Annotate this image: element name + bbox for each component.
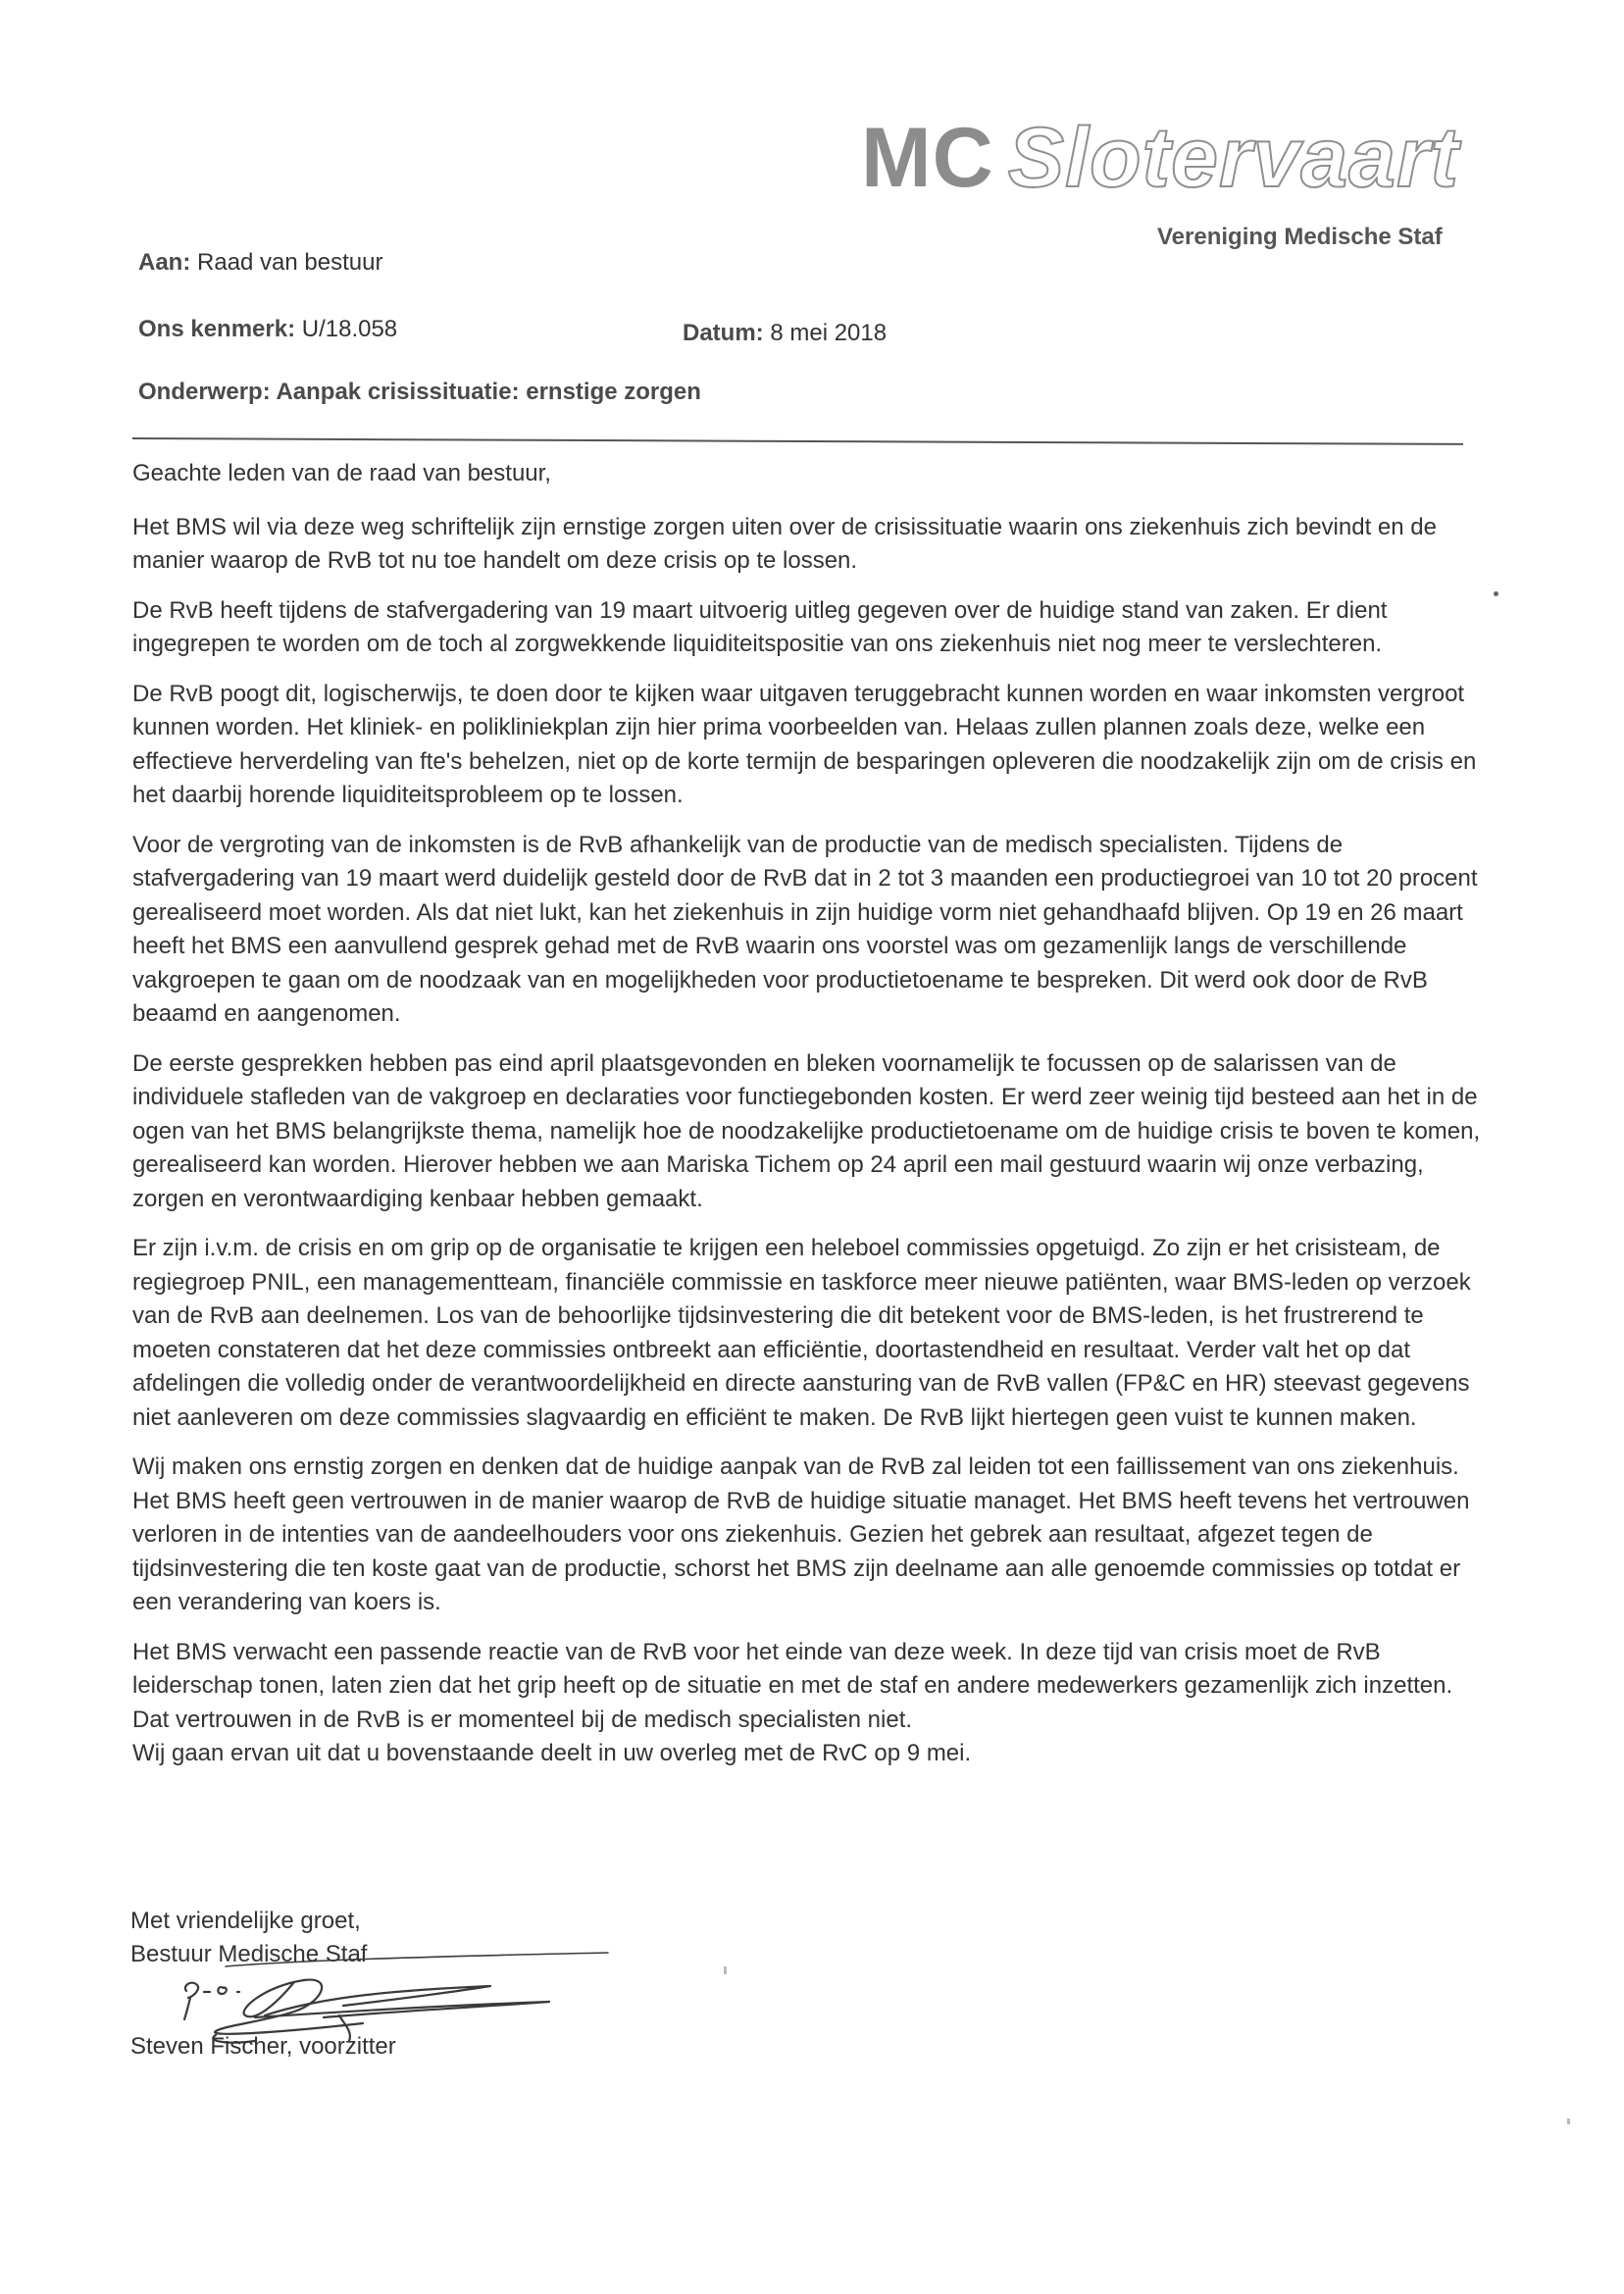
letter-body bbox=[132, 457, 1496, 1771]
date-line bbox=[683, 320, 887, 347]
subject-line: Onderwerp: Aanpak crisissituatie: ernstige zorgen bbox=[138, 379, 701, 405]
paragraph-1: Het BMS wil via deze weg schriftelijk zijn ernstige zorgen uiten over de crisissituatie waarin ons ziekenhuis zich bevindt en de manier waarop de RvB tot nu toe handelt om deze crisis op te lossen. bbox=[132, 513, 1437, 574]
header-divider bbox=[132, 437, 1463, 445]
scan-speck bbox=[1567, 2118, 1570, 2124]
sender-name: Bestuur Medische Staf bbox=[130, 1941, 368, 1967]
recipient-line bbox=[138, 249, 382, 277]
final-line: Wij gaan ervan uit dat u bovenstaande deelt in uw overleg met de RvC op 9 mei. bbox=[132, 1740, 972, 1766]
scan-speck bbox=[724, 1966, 727, 1974]
paragraph-3: De RvB poogt dit, logischerwijs, te doen door te kijken waar uitgaven teruggebracht kunnen worden en waar inkomsten vergroot kunnen worden. Het kliniek- en polikliniekplan zijn hier prima voorbeelden van. Helaas zullen plannen zoals deze, welke een effectieve herverdeling van fte's behelzen, niet op de korte termijn de besparingen opleveren die noodzakelijk zijn om de crisis en het daarbij horende liquiditeitsprobleem op te lossen. bbox=[132, 680, 1477, 808]
organisation-name: Vereniging Medische Staf bbox=[1157, 224, 1443, 250]
recipient-value: Raad van bestuur bbox=[197, 249, 383, 276]
reference-value: U/18.058 bbox=[301, 316, 398, 342]
reference-line bbox=[138, 316, 397, 343]
logo-mc-text: MC bbox=[861, 111, 994, 205]
scan-speck bbox=[1494, 591, 1498, 596]
paragraph-7: Wij maken ons ernstig zorgen en denken dat de huidige aanpak van de RvB zal leiden tot een faillissement van ons ziekenhuis. Het BMS heeft geen vertrouwen in de manier waarop de RvB de huidige situatie managet. Het BMS heeft tevens het vertrouwen verloren in de intenties van de aandeelhouders voor ons ziekenhuis. Gezien het gebrek aan resultaat, afgezet tegen de tijdsinvestering die ten koste gaat van de productie, schorst het BMS zijn deelname aan alle genoemde commissies op totdat er een verandering van koers is. bbox=[132, 1453, 1470, 1615]
signer-name: Steven Fischer, voorzitter bbox=[130, 2033, 396, 2060]
paragraph-4: Voor de vergroting van de inkomsten is de RvB afhankelijk van de productie van de medisch specialisten. Tijdens de stafvergadering van 19 maart werd duidelijk gesteld door de RvB dat in 2 tot 3 maanden een productiegroei van 10 tot 20 procent gerealiseerd moet worden. Als dat niet lukt, kan het ziekenhuis in zijn huidige vorm niet gehandhaafd blijven. Op 19 en 26 maart heeft het BMS een aanvullend gesprek gehad met de RvB waarin ons voorstel was om gezamenlijk langs de verschillende vakgroepen te gaan om de noodzaak van en mogelijkheden voor productietoename te bespreken. Dit werd ook door de RvB beaamd en aangenomen. bbox=[132, 831, 1478, 1027]
paragraph-8: Het BMS verwacht een passende reactie van de RvB voor het einde van deze week. In deze tijd van crisis moet de RvB leiderschap tonen, laten zien dat het grip heeft op de situatie en met de staf en andere medewerkers gezamenlijk zich inzetten. Dat vertrouwen in de RvB is er momenteel bij de medisch specialisten niet. bbox=[132, 1638, 1453, 1733]
paragraph-5: De eerste gesprekken hebben pas eind april plaatsgevonden en bleken voornamelijk te focussen op de salarissen van de individuele stafleden van de vakgroep en declaraties voor functiegebonden kosten. Er werd zeer weinig tijd besteed aan het in de ogen van het BMS belangrijkste thema, namelijk hoe de noodzakelijke productietoename om de huidige crisis te boven te komen, gerealiseerd kan worden. Hierover hebben we aan Mariska Tichem op 24 april een mail gestuurd waarin wij onze verbazing, zorgen en verontwaardiging kenbaar hebben gemaakt. bbox=[132, 1049, 1481, 1212]
reference-label: Ons kenmerk: bbox=[138, 316, 296, 342]
paragraph-6: Er zijn i.v.m. de crisis en om grip op de organisatie te krijgen een heleboel commissies opgetuigd. Zo zijn er het crisisteam, de regiegroep PNIL, een managementteam, financiële commissie en taskforce meer nieuwe patiënten, waar BMS-leden op verzoek van de RvB aan deelnemen. Los van de behoorlijke tijdsinvestering die dit betekent voor de BMS-leden, is het frustrerend te moeten constateren dat het deze commissies ontbreekt aan efficiëntie, doortastendheid en resultaat. Verder valt het op dat afdelingen die volledig onder de verantwoordelijkheid en directe aansturing van de RvB vallen (FP&C en HR) steevast gegevens niet aanleveren om deze commissies slagvaardig en efficiënt te maken. De RvB lijkt hiertegen geen vuist te kunnen maken. bbox=[132, 1235, 1471, 1431]
paragraph-2: De RvB heeft tijdens de stafvergadering van 19 maart uitvoerig uitleg gegeven over de huidige stand van zaken. Er dient ingegrepen te worden om de toch al zorgwekkende liquiditeitspositie van ons ziekenhuis niet nog meer te verslechteren. bbox=[132, 596, 1388, 657]
salutation: Geachte leden van de raad van bestuur, bbox=[132, 460, 551, 486]
recipient-label: Aan: bbox=[138, 249, 191, 276]
closing-greeting: Met vriendelijke groet, bbox=[130, 1908, 361, 1934]
mc-slotervaart-logo bbox=[861, 111, 1460, 205]
logo-name-text: Slotervaart bbox=[1007, 111, 1460, 205]
date-value: 8 mei 2018 bbox=[770, 320, 888, 346]
date-label: Datum: bbox=[683, 320, 764, 346]
